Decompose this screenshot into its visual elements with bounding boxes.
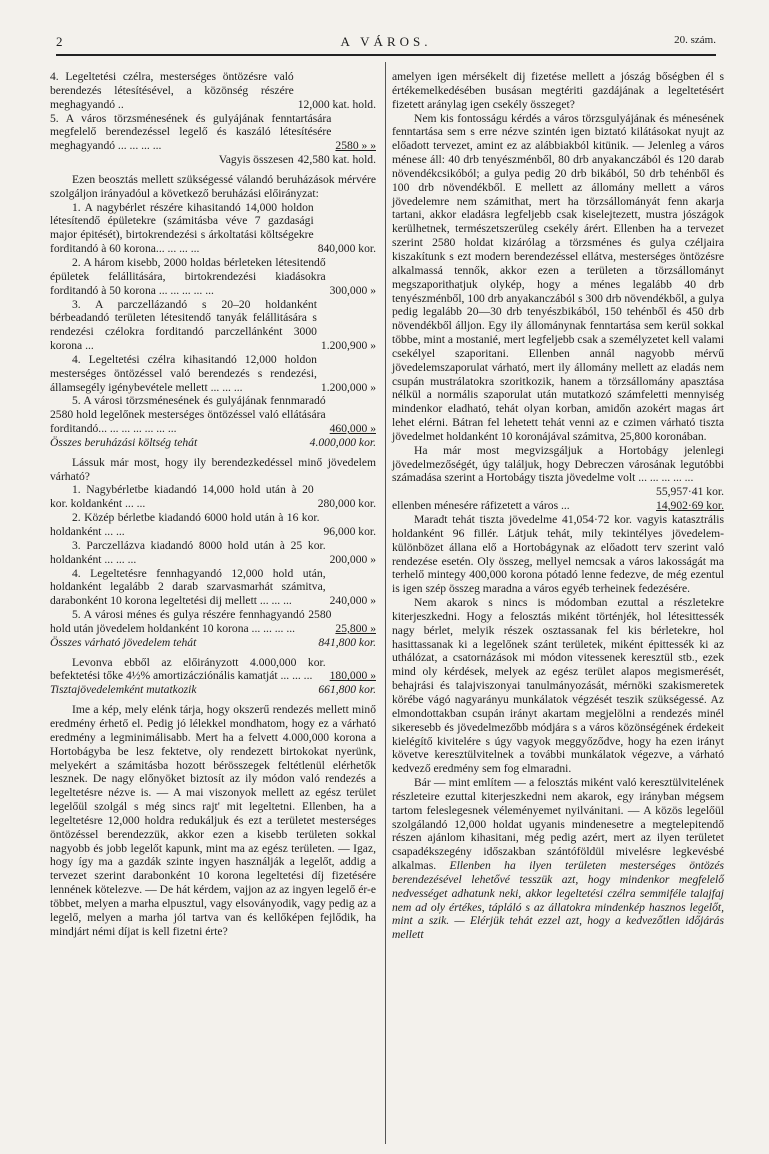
- journal-title: A VÁROS.: [340, 34, 432, 49]
- income-item-5: 5. A városi ménes és gulya részére fennhagyandó 2580 hold után jövedelem holdanként 10 korona ... ... ... ... 25,800 »: [50, 608, 376, 635]
- header-rule: [56, 54, 716, 56]
- investment-item-4: 4. Legeltetési czélra kihasitandó 12,000 holdon mesterséges öntözéssel való berendezés s rendezési, államsegély igénybevétele mellett ... ... ... 1.200,000 »: [50, 352, 376, 394]
- allocation-item-4: 4. Legeltetési czélra, mesterséges öntözésre való berendezés létesítésével, a közönség részére meghagyandó .. 12,000 kat. hold.: [50, 70, 376, 111]
- allocation-sum: Vagyis összesen 42,580 kat. hold.: [218, 153, 376, 167]
- income-item-1: 1. Nagybérletbe kiadandó 14,000 hold után à 20 kor. koldanként ... ... 280,000 kor.: [50, 483, 376, 511]
- paragraph-net: Maradt tehát tiszta jövedelme 41,054·72 kor. vagyis katasztrális holdanként 96 fillér. Látjuk tehát, mily tekintélyes jövedelem-különbözet állana elő a Hortobágynak az előadott terv szerint való rendezése esetén. Oly összeg, mellyel nemcsak a város lakosságát ma terhelő mintegy 400,000 korona pótadó lenne fedezve, de még ezentul is igen szép összeg maradna a város egyéb terheinek fedezésére.: [392, 513, 724, 596]
- paragraph-details: Nem akarok s nincs is módomban ezuttal a részletekre kiterjeszkedni. Hogy a felosztás miként történjék, hol létesittessék nagy bérlet, melyik részek osztassanak fel kis bérletekre, hol hasittassanak ki a legelőnek szánt területek, miként épittessék ki az uthálózat, a csatornázások mi módon vitessenek keresztül stb., ezek mind oly kérdések, melyek az egész terület alapos megismerését, behajrási és talajviszonyai tanulmányozását, mérnöki szakismeretek körébe vágó nagyarányu munkálatok végzését teszik szükségessé. Az elmondottakban csupán irányt akartam megjelölni a rendezés minél sikeresebb és jövedelmezőbb módjára s a város közönségének érdekeit kielégítő kivitelére s úgy vagyok meggyőződve, hogy ha ezen irányt követve keresztülvitelnek a további munkálatok végezve, a várható kedvező eredmény sem fog elmaradni.: [392, 596, 724, 776]
- paragraph-pasture: Bár — mint említem — a felosztás miként való keresztülvitelének részleteire ezuttal kiterjeszkedni nem akarok, egy irányban mégsem tartom feleslegesnek véleményemet nyilvánitani. — A közös legelőül szolgálandó 12,000 holdat ugyanis mindenesetre a megtelepitendő részen ajánlom kihasitani, még pedig azért, mert az ilyen területet csapadékszegény időszakban szántóföldül mivelésre legkevésbé alkalmas. Ellenben ha ilyen területen mesterséges öntözés berendezésével lehetővé tesszük azt, hogy mindenkor megfelelő nedvességet adhatunk neki, akkor legeltetési czélra semmiféle talajfaj nem ad oly értékes, tápláló s az állatokra mindenkép hasznos legelőt, mint a szik. — Elérjük tehát ezzel azt, hogy a kedvezőtlen időjárás mellett: [392, 776, 724, 942]
- investment-item-3: 3. A parczellázandó s 20–20 holdanként bérbeadandó területen létesitendő tanyák felállitására s rendezési czélokra forditandó parczellánként 3000 korona ... 1.200,900 »: [50, 297, 376, 353]
- income-item-3: 3. Parczellázva kiadandó 8000 hold után à 25 kor. holdanként ... ... ... 200,000 »: [50, 538, 376, 566]
- investment-item-1: 1. A nagybérlet részére kihasitandó 14,000 holdon létesítendő épületekre (számitásba véve 7 gazdasági major épitését), birtokrendezési s árkoltatási költségekre forditandó à 60 korona... ... ... ... 840,000 kor.: [50, 200, 376, 256]
- investment-total: Összes beruházási költség tehát 4.000,000 kor.: [50, 435, 376, 449]
- paragraph-ime: Ime a kép, mely elénk tárja, hogy okszerű rendezés mellett minő eredmény érhető el. Pedig jó lélekkel mondhatom, hogy ez a várható eredmény a legminimálisabb. Mert ha a felvett 4.000,000 korona a Hortobágyba be lesz fektetve, oly rendezett birtokokat nyerünk, melyekért a számitásba hozott bérösszegek feltétlenül elérhetők lesznek. De nagy előnyöket biztosít az ily módon való rendezés a legeltetésre nézve is. — A mai viszonyok mellett az egész terület legelőül szolgál s még sincs rajt' mit legeltetni. Ellenben, ha a legeltetésre 12,000 holdra redukáljuk és ezt a területet mesterséges öntözéssel berendezzük, akkor ezen a kisebb területen sokkal nagyobb és jobb legelőt kapunk, mint ma az egész területen. — Igaz, hogy így ma a gazdák szinte ingyen használják a legelőt, addig a tervezet szerint darabonként 10 korona legeltetési díj fizetésére lennének kötelezve. — De hát kérdem, vajjon az az ingyen legelő ér-e többet, melyen a marha elpusztul, vagy elsoványodik, vagy pedig az a legelő, melyen a marha jól tartva van és kellőképen fejlődik, ha mindjárt némi díjat is kell fizetni érte?: [50, 703, 376, 938]
- stud-deficit: ellenben ménesére ráfizetett a város ... 14,902·69 kor.: [392, 499, 724, 513]
- column-divider: [385, 62, 386, 1144]
- investment-intro: Ezen beosztás mellett szükségessé válandó beruházások mérvére szolgáljon irányadóul a következő beruházási előirányzat:: [50, 172, 376, 200]
- income-item-2: 2. Közép bérletbe kiadandó 6000 hold után à 16 kor. holdanként ... ... 96,000 kor.: [50, 511, 376, 538]
- issue-number: 20. szám.: [674, 34, 716, 46]
- income-intro: Lássuk már most, hogy ily berendezkedéssel minő jövedelem várható?: [50, 455, 376, 483]
- investment-item-5: 5. A városi törzsménesének és gulyájának fennmaradó 2580 hold legelőnek mesterséges öntözéssel való ellátására forditandó... ... ... ... ... ... ... 460,000 »: [50, 394, 376, 436]
- left-column: [50, 70, 376, 938]
- income-item-4: 4. Legeltetésre fennhagyandó 12,000 hold után, holdanként legalább 2 darab szarvasmarhát számitva, darabonként 10 korona legeltetési dij mellett ... ... ... 240,000 »: [50, 566, 376, 608]
- paragraph-revenue: Ha már most megvizsgáljuk a Hortobágy jelenlegi jövedelmezőségét, úgy találjuk, hogy Debreczen városának legutóbbi számadása szerint a Hortobágy tiszta jövedelme volt ... ... ... ... ...: [392, 443, 724, 485]
- net-income: Tisztajövedelemként mutatkozik 661,800 kor.: [50, 683, 376, 697]
- allocation-item-5: 5. A város törzsménesének és gulyájának fenntartására megfelelő berendezéssel legelő és kaszáló létesítésére meghagyandó ... ... ... ... 2580 » »: [50, 111, 376, 153]
- amortization-deduction: Levonva ebből az előirányzott 4.000,000 kor. befektetési tőke 4½% amortizácziónális kamatját ... ... ... 180,000 »: [50, 655, 376, 683]
- page-number: 2: [56, 34, 63, 49]
- revenue-amount: 55,957·41 kor.: [656, 485, 724, 499]
- investment-item-2: 2. A három kisebb, 2000 holdas bérleteken létesitendő épületek felállitására, birtokrendezési kiadásokra forditandó à 50 korona ... ... ... ... ... 300,000 »: [50, 255, 376, 297]
- paragraph-herd: Nem kis fontosságu kérdés a város törzsgulyájának és ménesének fenntartása sem s erre nézve szintén igen biztató kilátásokat nyujt az előadott tervezet, amint ez az alábbiakból kitünik. — Jelenleg a város ménese áll: 40 drb tenyészménből, 80 drb anyakanczából és 120 darab növendékcsikóból; a gulya pedig 20 drb bikából, 50 drb tehénből és 100 drb növendékből. E mellett az állomány mellett a város jövedelemre nem számithat, mert ha törzsállományát fenn akarja tartani, akkor eladásra legfeljebb csak kiselejtezett, mustra jószágok kerülhetnek, természetszerüleg csekély árért. Ellenben ha a tervezet szerint 2580 holdat kizárólag a törzsménes és gulya czéljaira kiszakítunk s ezt modern berendezéssel ellátva, mesterséges öntözésre alkalmassá tennők, akkor ezen a területen a törzsállományt megszaporithatjuk olykép, hogy a ménes legalább 40 drb tenyészménből, 100 drb anyakanczából s 300 drb növendékből, a gulya pedig legalább 20—30 drb tenyészbikából, 150 tehénből és 450 drb növendékből álljon. Egy ily állománynak fenntartása sem kerül sokkal többe, mint a mostanié, mert legfeljebb csak a személyzetet kell valami csekélyel szaporitani. Ellenben annál nagyobb mérvű jövedelemszaporulat várható, mert ily állomány mellett az eladás nem csupán mustrálatokra szoritkozik, hanem a törzsállomány apasztása nélkül a normális szaporulat után mutatkozó számfeletti mennyiség mindenkor eladható, tehát olyan korban, amidőn azokért magas árt lehet elérni. Bátran fel lehetett tehát venni az e czimen várható tiszta jövedelmet holdanként 10 koronájával számitva, 25,800 koronában.: [392, 111, 724, 443]
- income-total: Összes várható jövedelem tehát 841,800 kor.: [50, 635, 376, 649]
- right-column: [392, 70, 724, 942]
- paragraph-continuation: amelyen igen mérsékelt dij fizetése mellett a jószág bőségben él s értékemelkedésében busásan megtériti gazdájának a legeltetésért fizetett aránylag igen csekély összeget?: [392, 70, 724, 111]
- page-header: [56, 34, 716, 54]
